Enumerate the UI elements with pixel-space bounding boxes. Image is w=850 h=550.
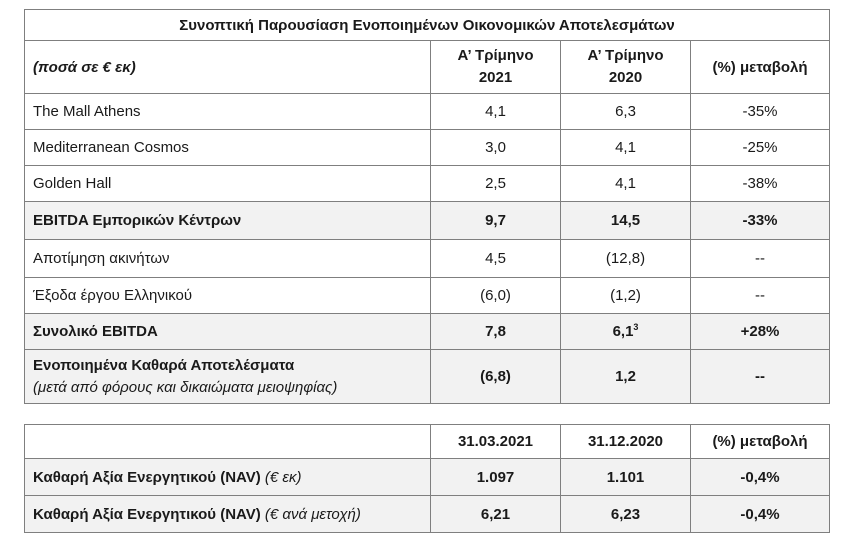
- nav-value-1: 6,21: [431, 496, 561, 533]
- nav-header-date-1: 31.03.2021: [431, 425, 561, 459]
- nav-table: [24, 424, 830, 533]
- financial-results-table: [24, 9, 830, 404]
- row-value-2021: (6,0): [431, 278, 561, 314]
- row-value-2020: 4,1: [561, 130, 691, 166]
- row-value-2020: (12,8): [561, 240, 691, 278]
- nav-row: [25, 496, 830, 533]
- row-value-2020: 1,2: [561, 350, 691, 404]
- header-q1-2021-line1: Α’ Τρίμηνο: [457, 47, 534, 64]
- nav-header-change: (%) μεταβολή: [691, 425, 830, 459]
- row-value-2020: (1,2): [561, 278, 691, 314]
- table-row: [25, 94, 830, 130]
- nav-row-label: [25, 459, 431, 496]
- table-row-total: [25, 314, 830, 350]
- table-row: [25, 278, 830, 314]
- row-label-sub: (μετά από φόρους και δικαιώματα μειοψηφίας): [33, 378, 338, 396]
- header-q1-2020-line1: Α’ Τρίμηνο: [587, 47, 664, 64]
- nav-header-empty: [25, 425, 431, 459]
- row-value-2021: 7,8: [431, 314, 561, 350]
- row-value-2021: 2,5: [431, 166, 561, 202]
- table-row-subtotal: [25, 202, 830, 240]
- row-change: +28%: [691, 314, 830, 350]
- row-value-2020: 6,3: [561, 94, 691, 130]
- table-title: Συνοπτική Παρουσίαση Ενοποιημένων Οικονομικών Αποτελεσμάτων: [25, 10, 830, 41]
- header-q1-2021-line2: 2021: [478, 69, 513, 86]
- table-header-row: [25, 41, 830, 94]
- row-value-2020: [561, 314, 691, 350]
- table-row: [25, 240, 830, 278]
- row-value-2020-text: 6,1: [612, 323, 634, 340]
- row-value-2021: 9,7: [431, 202, 561, 240]
- nav-value-1: 1.097: [431, 459, 561, 496]
- nav-header-date-2: 31.12.2020: [561, 425, 691, 459]
- row-value-2021: 4,1: [431, 94, 561, 130]
- nav-label-text: Καθαρή Αξία Ενεργητικού (NAV): [33, 468, 261, 486]
- row-label: Έξοδα έργου Ελληνικού: [25, 278, 431, 314]
- row-value-2021: 3,0: [431, 130, 561, 166]
- row-change: --: [691, 350, 830, 404]
- row-change: -33%: [691, 202, 830, 240]
- header-change: (%) μεταβολή: [691, 41, 830, 94]
- row-label: EBITDA Εμπορικών Κέντρων: [25, 202, 431, 240]
- nav-change: -0,4%: [691, 459, 830, 496]
- header-q1-2020-line2: 2020: [608, 69, 643, 86]
- row-label: Αποτίμηση ακινήτων: [25, 240, 431, 278]
- table-title-row: [25, 10, 830, 41]
- header-units-label: (ποσά σε € εκ): [25, 41, 431, 94]
- header-q1-2020: [561, 41, 691, 94]
- nav-label-unit: (€ εκ): [264, 468, 302, 486]
- row-change: --: [691, 240, 830, 278]
- table-row: [25, 166, 830, 202]
- row-label: The Mall Athens: [25, 94, 431, 130]
- nav-label-text: Καθαρή Αξία Ενεργητικού (NAV): [33, 505, 261, 523]
- nav-value-2: 6,23: [561, 496, 691, 533]
- nav-label-unit: (€ ανά μετοχή): [264, 505, 361, 523]
- table-row: [25, 130, 830, 166]
- row-label-main: Ενοποιημένα Καθαρά Αποτελέσματα: [33, 356, 295, 374]
- row-label: [25, 350, 431, 404]
- row-value-2021: 4,5: [431, 240, 561, 278]
- row-label: Συνολικό EBITDA: [25, 314, 431, 350]
- nav-row-label: [25, 496, 431, 533]
- nav-value-2: 1.101: [561, 459, 691, 496]
- row-change: -35%: [691, 94, 830, 130]
- row-change: -25%: [691, 130, 830, 166]
- footnote-marker: 3: [633, 322, 639, 332]
- nav-header-row: [25, 425, 830, 459]
- row-change: --: [691, 278, 830, 314]
- row-label: Mediterranean Cosmos: [25, 130, 431, 166]
- row-value-2020: 4,1: [561, 166, 691, 202]
- row-value-2021: (6,8): [431, 350, 561, 404]
- row-value-2020: 14,5: [561, 202, 691, 240]
- header-q1-2021: [431, 41, 561, 94]
- nav-change: -0,4%: [691, 496, 830, 533]
- row-label: Golden Hall: [25, 166, 431, 202]
- nav-row: [25, 459, 830, 496]
- row-change: -38%: [691, 166, 830, 202]
- table-row-net-results: [25, 350, 830, 404]
